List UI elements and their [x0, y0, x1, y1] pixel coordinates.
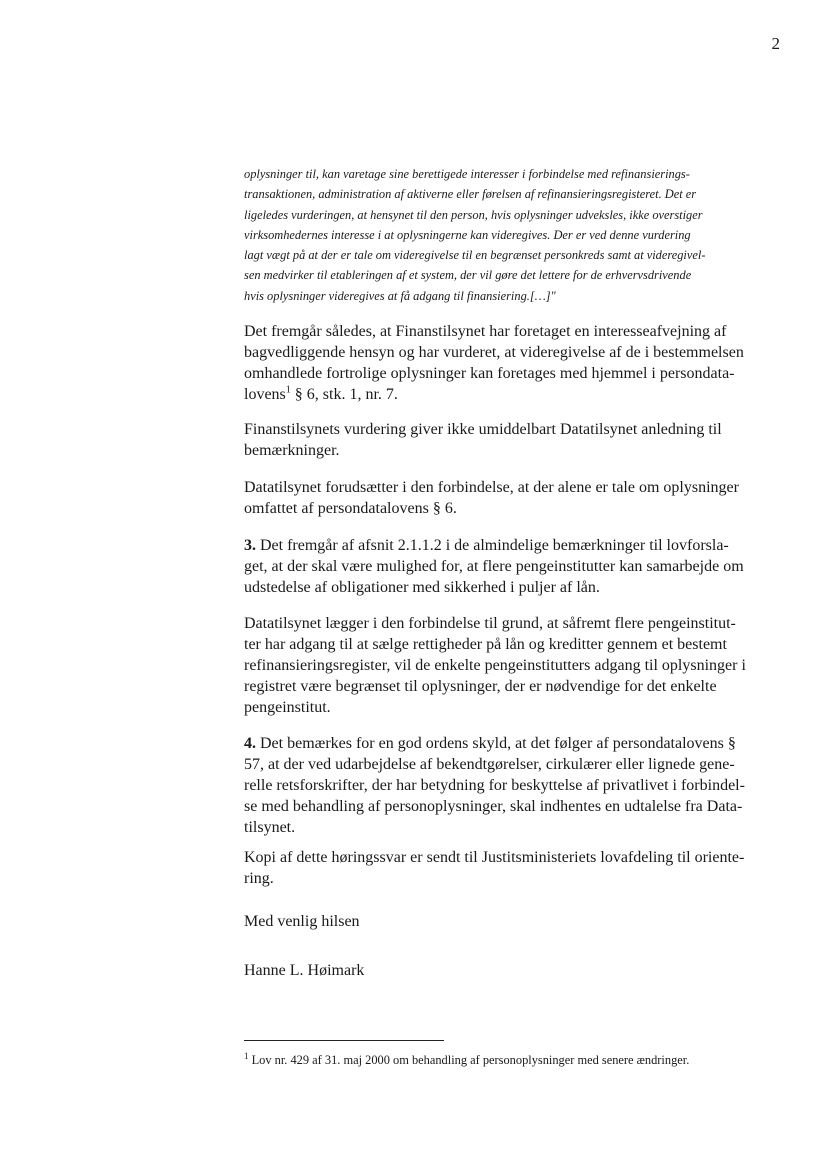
- page-number: 2: [771, 34, 780, 53]
- paragraph-line: Datatilsynet forudsætter i den forbindelse, at der alene er tale om oplysninger: [244, 479, 739, 496]
- paragraph-copy-notice: [244, 847, 772, 889]
- text-span: § 6, stk. 1, nr. 7.: [290, 386, 398, 403]
- paragraph-line: tilsynet.: [244, 819, 296, 836]
- paragraph-line: Kopi af dette høringssvar er sendt til Justitsministeriets lovafdeling til oriente-: [244, 849, 745, 866]
- paragraph-section-4: [244, 733, 772, 838]
- footnote-reference: 1: [285, 384, 291, 396]
- paragraph-assessment: [244, 419, 772, 461]
- paragraph-line: omhandlede fortrolige oplysninger kan foretages med hjemmel i persondata-: [244, 365, 735, 382]
- paragraph-line: Det fremgår således, at Finanstilsynet har foretaget en interesseafvejning af: [244, 323, 727, 340]
- quote-line: hvis oplysninger videregives at få adgang til finansiering.[…]": [244, 288, 556, 303]
- paragraph-section-3: [244, 535, 772, 598]
- footnote: [244, 1052, 784, 1068]
- paragraph-line: se med behandling af personoplysninger, skal indhentes en udtalelse fra Data-: [244, 798, 743, 815]
- paragraph-line: pengeinstitut.: [244, 699, 331, 716]
- paragraph-line: [244, 733, 772, 754]
- paragraph-line: [244, 535, 772, 556]
- paragraph-line: ring.: [244, 870, 274, 887]
- paragraph-line: relle retsforskrifter, der har betydning for beskyttelse af privatlivet i forbindel-: [244, 777, 745, 794]
- closing-greeting: Med venlig hilsen: [244, 913, 360, 930]
- paragraph-line: udstedelse af obligationer med sikkerhed i puljer af lån.: [244, 579, 600, 596]
- section-number: 4.: [244, 735, 256, 752]
- paragraph-line: Datatilsynet lægger i den forbindelse til grund, at såfremt flere pengeinstitut-: [244, 615, 736, 632]
- paragraph-line: bemærkninger.: [244, 442, 340, 459]
- text-span: lovens: [244, 386, 286, 403]
- quote-line: transaktionen, administration af aktiverne eller førelsen af refinansieringsregisteret. Det er: [244, 187, 697, 202]
- text-span: Det fremgår af afsnit 2.1.1.2 i de almindelige bemærkninger til lovforsla-: [256, 537, 729, 554]
- paragraph-line: get, at der skal være mulighed for, at flere pengeinstitutter kan samarbejde om: [244, 558, 744, 575]
- quote-line: virksomhedernes interesse i at oplysningerne kan videregives. Der er ved denne vurdering: [244, 227, 691, 242]
- section-number: 3.: [244, 537, 256, 554]
- paragraph-line: registret være begrænset til oplysninger, der er nødvendige for det enkelte: [244, 678, 717, 695]
- paragraph-line: [244, 384, 772, 405]
- footnote-marker: 1: [244, 1050, 249, 1061]
- paragraph-line: bagvedliggende hensyn og har vurderet, at videregivelse af de i bestemmelsen: [244, 344, 744, 361]
- text-span: Det bemærkes for en god ordens skyld, at det følger af persondatalovens §: [256, 735, 736, 752]
- paragraph-line: Finanstilsynets vurdering giver ikke umiddelbart Datatilsynet anledning til: [244, 421, 722, 438]
- footnote-divider: [244, 1040, 444, 1041]
- quote-block: [244, 164, 772, 306]
- paragraph-line: ter har adgang til at sælge rettigheder på lån og kreditter gennem et bestemt: [244, 636, 727, 653]
- paragraph-interest-balancing: [244, 321, 772, 405]
- paragraph-line: refinansieringsregister, vil de enkelte pengeinstitutters adgang til oplysninger i: [244, 657, 746, 674]
- quote-line: sen medvirker til etableringen af et system, der vil gøre det lettere for de erhvervsdrivende: [244, 268, 692, 283]
- paragraph-access-limitation: [244, 613, 772, 718]
- paragraph-line: omfattet af persondatalovens § 6.: [244, 500, 457, 517]
- paragraph-assumption: [244, 477, 772, 519]
- footnote-text: Lov nr. 429 af 31. maj 2000 om behandling af personoplysninger med senere ændringer.: [248, 1053, 690, 1067]
- paragraph-line: 57, at der ved udarbejdelse af bekendtgørelser, cirkulærer eller lignede gene-: [244, 756, 735, 773]
- quote-line: ligeledes vurderingen, at hensynet til den person, hvis oplysninger udveksles, ikke overstiger: [244, 207, 703, 222]
- quote-line: lagt vægt på at der er tale om videregivelse til en begrænset personkreds samt at videregivel-: [244, 248, 706, 263]
- signatory-name: Hanne L. Høimark: [244, 962, 365, 979]
- quote-line: oplysninger til, kan varetage sine berettigede interesser i forbindelse med refinansierings-: [244, 167, 690, 181]
